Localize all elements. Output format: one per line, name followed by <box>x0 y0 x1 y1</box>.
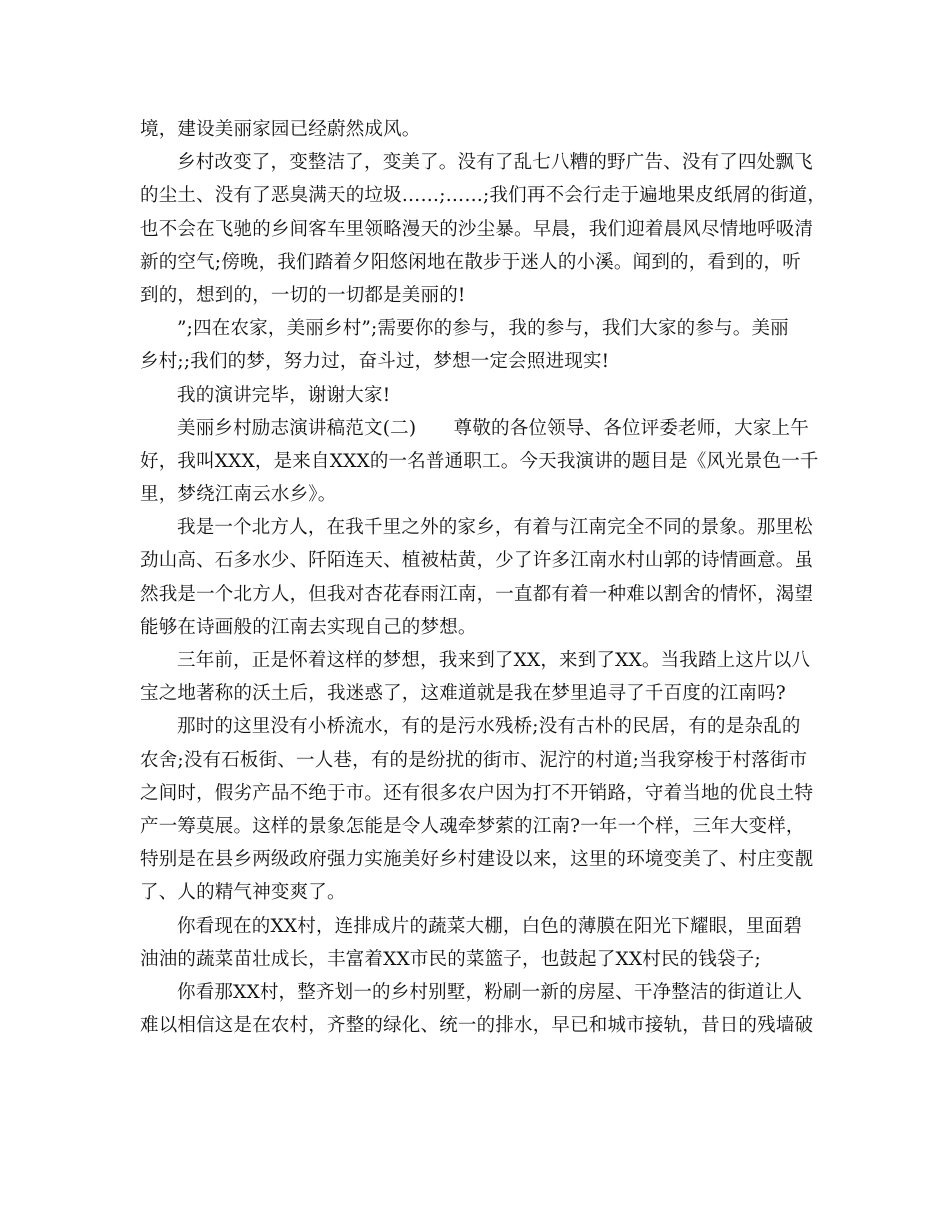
text-line: 新的空气;傍晚，我们踏着夕阳悠闲地在散步于迷人的小溪。闻到的，看到的，听 <box>140 251 801 273</box>
text-line: 宝之地著称的沃土后，我迷惑了，这难道就是我在梦里追寻了千百度的江南吗? <box>140 683 786 705</box>
text-line: 产一筹莫展。这样的景象怎能是令人魂牵梦萦的江南?一年一个样，三年大变样， <box>140 815 805 837</box>
text-line: 油油的蔬菜苗壮成长，丰富着XX市民的菜篮子，也鼓起了XX村民的钱袋子; <box>140 948 761 970</box>
text-line: 好，我叫XXX，是来自XXX的一名普通职工。今天我演讲的题目是《风光景色一千 <box>140 450 819 472</box>
text-line: 美丽乡村励志演讲稿范文(二) 尊敬的各位领导、各位评委老师，大家上午 <box>177 417 809 439</box>
text-line: 农舍;没有石板街、一人巷，有的是纷扰的街市、泥泞的村道;当我穿梭于村落街市 <box>140 749 808 771</box>
text-line: 难以相信这是在农村，齐整的绿化、统一的排水，早已和城市接轨，昔日的残墙破 <box>140 1015 814 1037</box>
text-line: 我是一个北方人，在我千里之外的家乡，有着与江南完全不同的景象。那里松 <box>177 517 813 539</box>
text-line: 的尘土、没有了恶臭满天的垃圾……;……;我们再不会行走于遍地果皮纸屑的街道， <box>140 185 827 207</box>
text-line: 里，梦绕江南云水乡》。 <box>140 484 337 506</box>
text-line: 境，建设美丽家园已经蔚然成风。 <box>140 119 421 140</box>
text-line: 乡村;;我们的梦，努力过，奋斗过，梦想一定会照进现实! <box>140 351 610 373</box>
text-line: 我的演讲完毕，谢谢大家! <box>177 384 391 406</box>
text-line: 特别是在县乡两级政府强力实施美好乡村建设以来，这里的环境变美了、村庄变靓 <box>140 849 814 871</box>
text-line: 你看那XX村，整齐划一的乡村别墅，粉刷一新的房屋、干净整洁的街道让人 <box>177 981 803 1003</box>
text-line: 三年前，正是怀着这样的梦想，我来到了XX，来到了XX。当我踏上这片以八 <box>177 650 811 671</box>
text-line: 然我是一个北方人，但我对杏花春雨江南，一直都有着一种难以割舍的情怀，渴望 <box>140 583 814 605</box>
text-line: 也不会在飞驰的乡间客车里领略漫天的沙尘暴。早晨，我们迎着晨风尽情地呼吸清 <box>140 218 814 240</box>
document-page <box>140 113 827 1042</box>
text-line: 了、人的精气神变爽了。 <box>140 882 346 904</box>
text-line: 劲山高、石多水少、阡陌连天、植被枯黄，少了许多江南水村山郭的诗情画意。虽 <box>140 550 814 572</box>
text-line: 之间时，假劣产品不绝于市。还有很多农户因为打不开销路，守着当地的优良土特 <box>140 782 814 804</box>
text-line: ”;四在农家，美丽乡村”;需要你的参与，我的参与，我们大家的参与。美丽 <box>177 318 789 340</box>
text-line: 到的，想到的，一切的一切都是美丽的! <box>140 284 466 306</box>
text-line: 你看现在的XX村，连排成片的蔬菜大棚，白色的薄膜在阳光下耀眼，里面碧 <box>177 915 803 937</box>
text-line: 乡村改变了，变整洁了，变美了。没有了乱七八糟的野广告、没有了四处飘飞 <box>177 152 813 174</box>
text-line: 那时的这里没有小桥流水，有的是污水残桥;没有古朴的民居，有的是杂乱的 <box>177 716 801 738</box>
text-line: 能够在诗画般的江南去实现自己的梦想。 <box>140 616 477 638</box>
